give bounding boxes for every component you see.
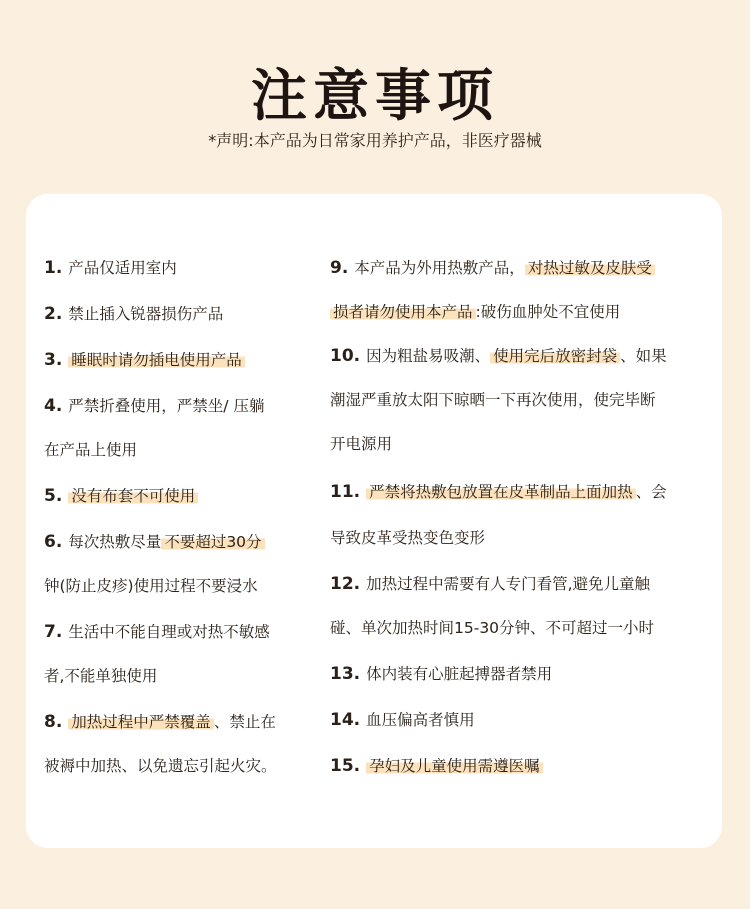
item-number: 4. <box>44 396 63 416</box>
notice-text: :破伤血肿处不宜使用 <box>475 303 621 321</box>
item-number: 1. <box>44 258 63 278</box>
item-number: 10. <box>330 346 361 366</box>
notice-text: 禁止插入锐器损伤产品 <box>68 305 224 323</box>
notice-text: 体内装有心脏起搏器者禁用 <box>366 665 553 683</box>
page-title: 注意事项 <box>251 63 499 129</box>
highlighted-text: 严禁将热敷包放置在皮革制品上面加热 <box>366 483 636 501</box>
notice-text: 在产品上使用 <box>44 441 138 459</box>
item-number: 14. <box>330 710 361 730</box>
notice-line <box>44 530 265 554</box>
item-number: 3. <box>44 350 63 370</box>
notice-card <box>26 194 722 848</box>
highlighted-text: 使用完后放密封袋 <box>490 347 620 365</box>
notice-line <box>330 526 485 550</box>
notice-line <box>330 662 552 686</box>
highlighted-text: 没有布套不可使用 <box>68 487 198 505</box>
notice-line <box>44 710 276 734</box>
notice-text-tail: 、如果 <box>620 347 667 365</box>
notice-line <box>44 348 245 372</box>
notice-line <box>44 754 277 778</box>
item-number: 2. <box>44 304 63 324</box>
notice-line <box>330 300 620 324</box>
item-number: 15. <box>330 756 361 776</box>
notice-text: 血压偏高者慎用 <box>366 711 475 729</box>
notice-line <box>44 664 157 688</box>
highlighted-text: 睡眠时请勿插电使用产品 <box>68 351 245 369</box>
notice-text: 严禁折叠使用，严禁坐/ 压躺 <box>68 397 265 415</box>
notice-line <box>330 708 475 732</box>
notice-line <box>44 484 198 508</box>
item-number: 6. <box>44 532 63 552</box>
notice-text: 者,不能单独使用 <box>44 667 158 685</box>
notice-text: 潮湿严重放太阳下晾晒一下再次使用，使完毕断 <box>330 391 656 409</box>
notice-text: 、会 <box>635 483 667 501</box>
highlighted-text: 不要超过30分 <box>161 533 264 551</box>
notice-line <box>330 432 392 456</box>
highlighted-text: 加热过程中严禁覆盖 <box>68 713 214 731</box>
notice-line <box>44 394 264 418</box>
item-number: 13. <box>330 664 361 684</box>
highlighted-text: 孕妇及儿童使用需遵医嘱 <box>366 757 543 775</box>
notice-text: 开电源用 <box>330 435 393 453</box>
item-number: 8. <box>44 712 63 732</box>
item-number: 5. <box>44 486 63 506</box>
highlighted-text: 对热过敏及皮肤受 <box>525 259 655 277</box>
notice-text: 钟(防止皮疹)使用过程不要浸水 <box>44 577 258 595</box>
notice-line <box>330 480 667 504</box>
notice-text: 导致皮革受热变色变形 <box>330 529 486 547</box>
notice-text: 生活中不能自理或对热不敏感 <box>68 623 270 641</box>
notice-line <box>44 438 137 462</box>
highlighted-text: 损者请勿使用本产品 <box>330 303 476 321</box>
notice-text: 本产品为外用热敷产品， <box>354 259 525 277</box>
notice-text: 碰、单次加热时间15-30分钟、不可超过一小时 <box>330 619 655 637</box>
notice-text: 产品仅适用室内 <box>68 259 177 277</box>
notice-line <box>330 754 543 778</box>
notice-line <box>330 388 656 412</box>
notice-line <box>330 616 654 640</box>
notice-line <box>330 572 650 596</box>
notice-line <box>330 256 655 280</box>
notice-text: 、禁止在 <box>213 713 276 731</box>
notice-line <box>44 620 270 644</box>
notice-line <box>330 344 667 368</box>
notice-line <box>44 302 223 326</box>
notice-line <box>44 256 177 280</box>
notice-text: 每次热敷尽量 <box>68 533 162 551</box>
item-number: 9. <box>330 258 349 278</box>
notice-text: 因为粗盐易吸潮、 <box>366 347 491 365</box>
disclaimer-text: *声明:本产品为日常家用养护产品，非医疗器械 <box>208 131 542 150</box>
notice-text: 加热过程中需要有人专门看管,避免儿童触 <box>366 575 651 593</box>
item-number: 7. <box>44 622 63 642</box>
item-number: 12. <box>330 574 361 594</box>
item-number: 11. <box>330 482 361 502</box>
notice-line <box>44 574 258 598</box>
notice-text: 被褥中加热、以免遗忘引起火灾。 <box>44 757 277 775</box>
